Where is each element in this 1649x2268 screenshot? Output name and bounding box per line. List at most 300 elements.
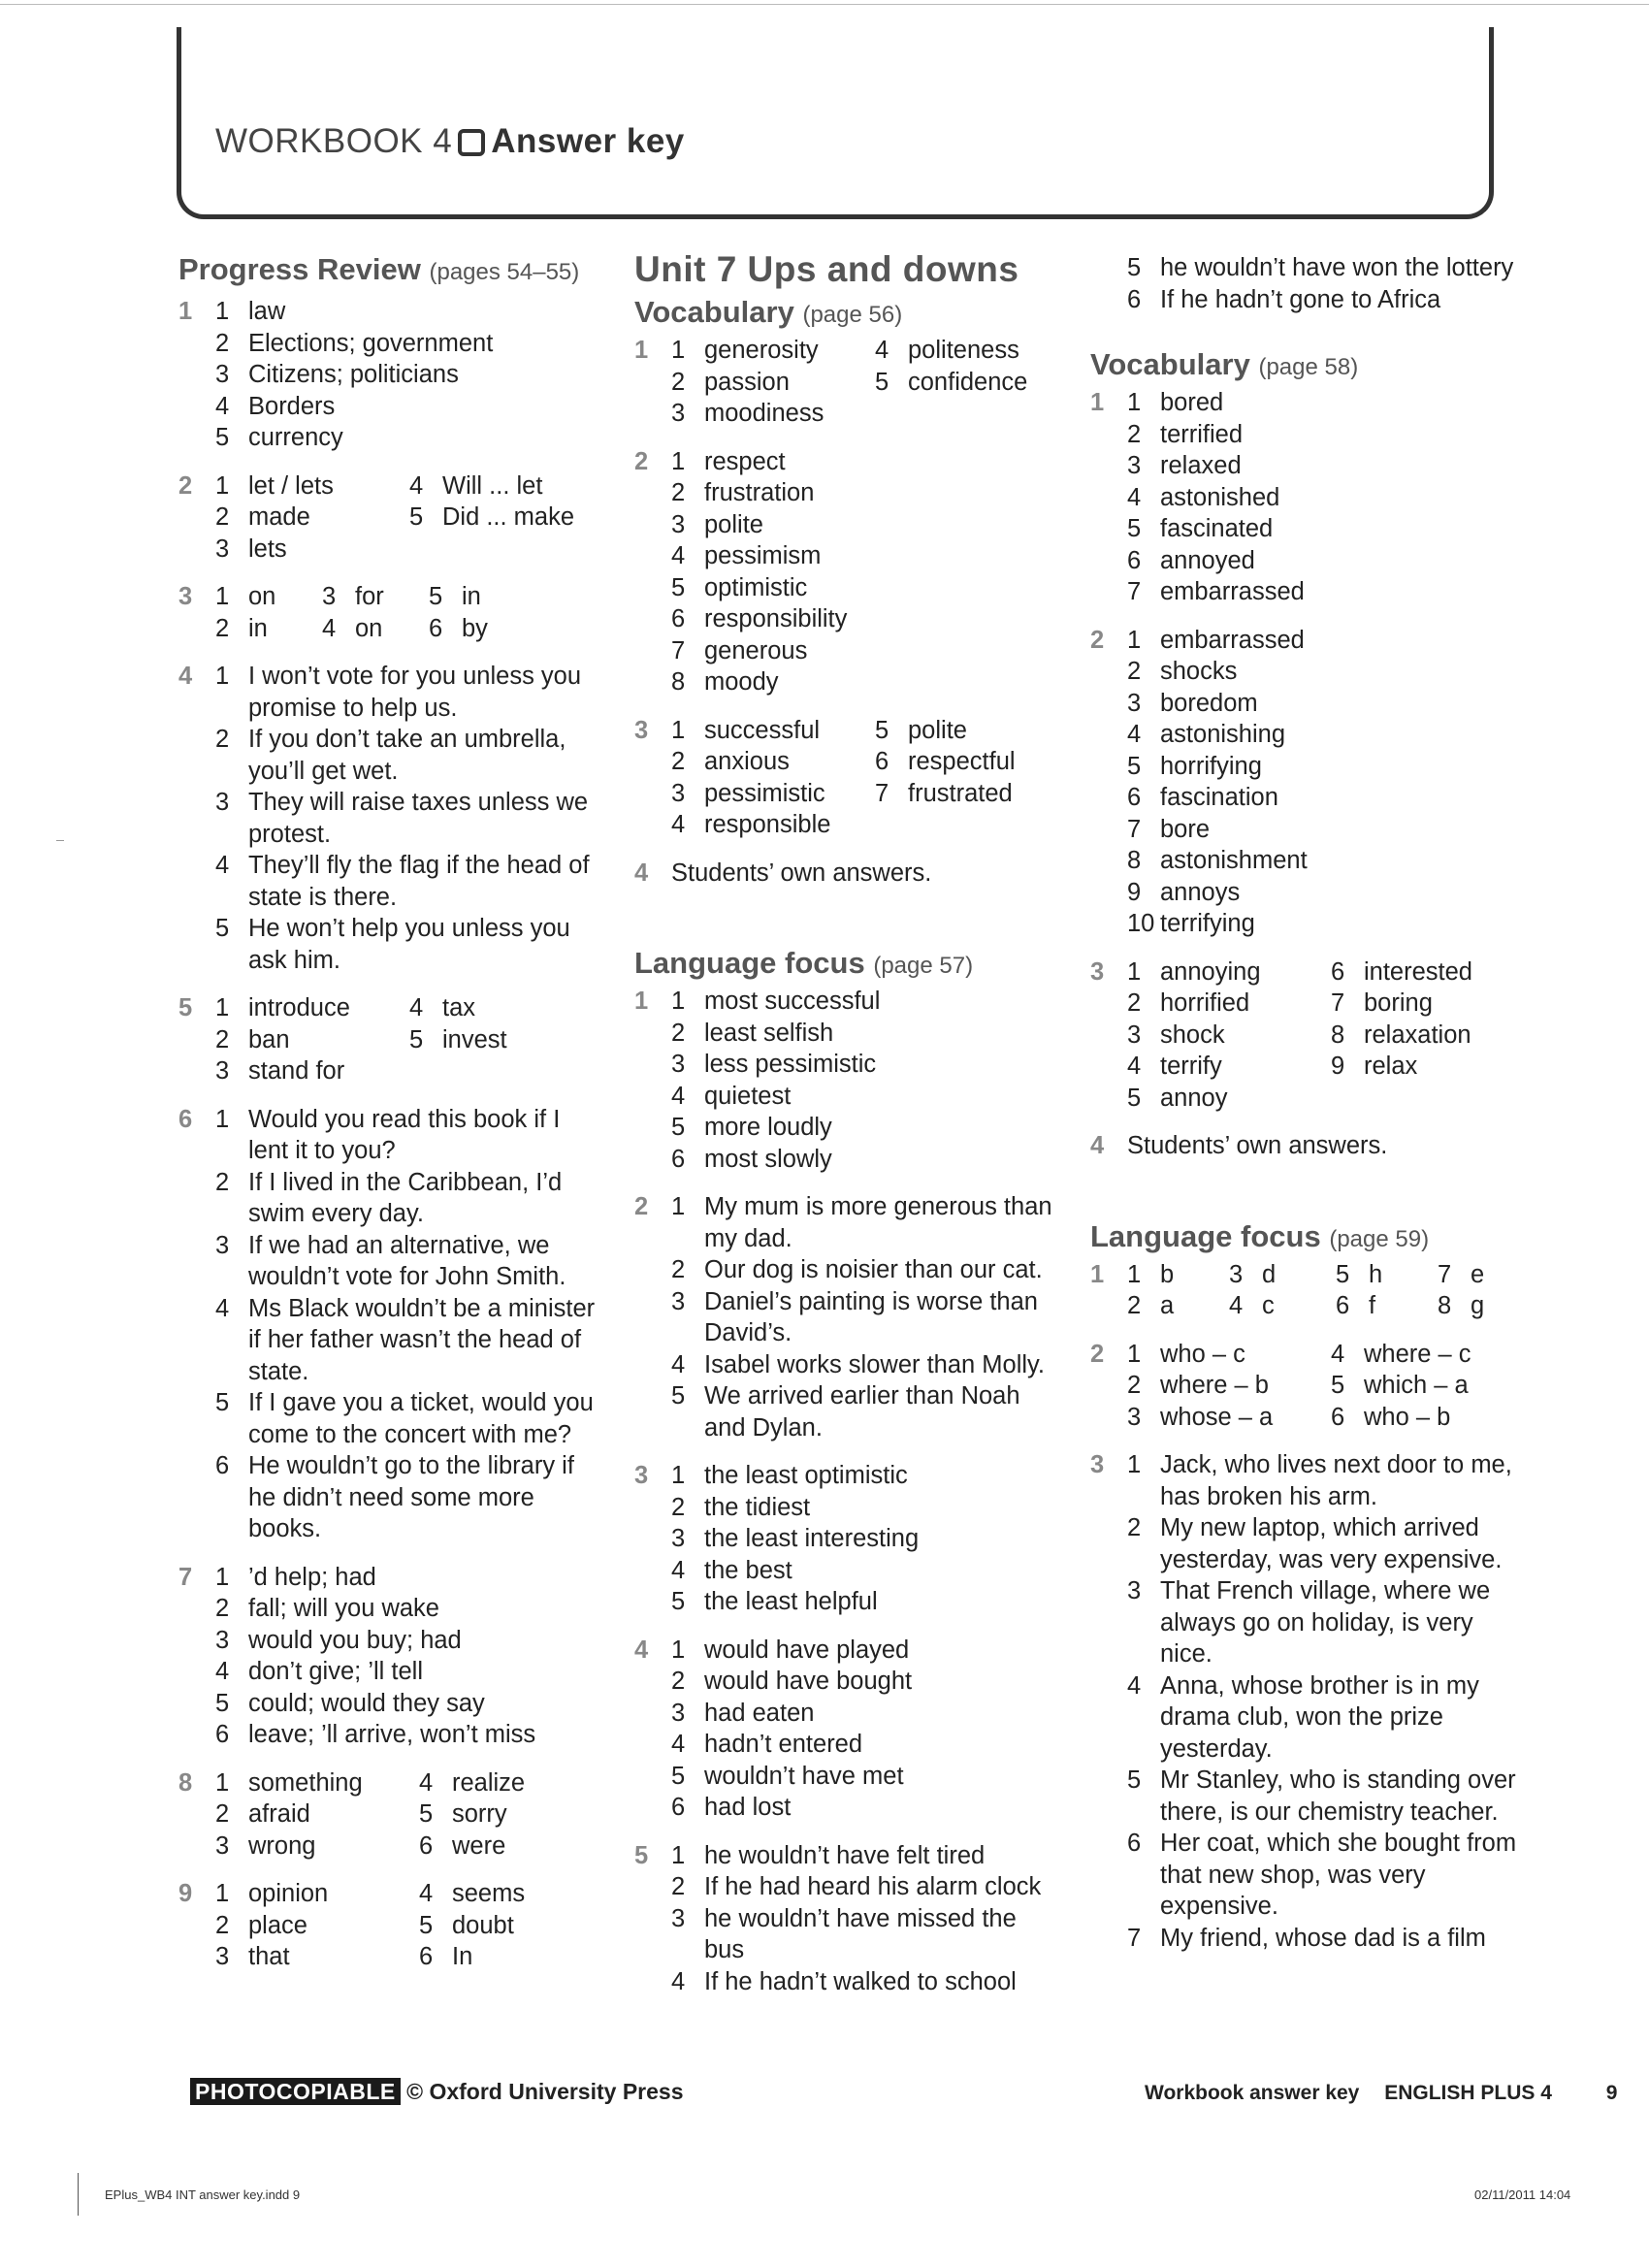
item-number: 5 [215,424,230,451]
exercise-number: 3 [1090,1451,1105,1478]
item-number: 1 [1127,1260,1142,1288]
exercise-number: 2 [178,471,193,500]
answer-column [1229,1259,1336,1322]
answer-item [671,1191,1061,1254]
item-number: 4 [671,542,686,569]
answer-item [1229,1259,1336,1291]
item-number: 8 [1331,1021,1345,1049]
item-answer: less pessimistic [704,1051,877,1078]
answer-item [215,1878,419,1910]
item-number: 6 [215,1721,230,1748]
answer-item [1127,956,1331,988]
item-answer: on [355,614,383,642]
exercise [178,1878,596,1973]
answer-item [671,635,1061,667]
item-number: 4 [1127,1671,1142,1700]
item-answer: My friend, whose dad is a film [1160,1924,1486,1952]
item-answer: that [248,1943,290,1970]
item-number: 3 [322,583,337,610]
answer-item [215,1387,596,1450]
answer-item [1127,625,1517,657]
answer-column [429,581,535,644]
item-number: 6 [429,614,443,642]
item-answer: he wouldn’t have felt tired [704,1841,986,1869]
item-answer: successful [704,716,821,744]
item-answer: annoying [1160,957,1261,986]
item-number: 5 [419,1800,434,1828]
unit-title: Unit 7 Ups and downs [634,250,1019,289]
item-number: 5 [215,1689,230,1717]
answer-item [215,1055,409,1087]
answer-item [215,1024,409,1056]
answer-item [1127,988,1331,1020]
answer-item [429,581,535,613]
section-heading: Vocabulary (page 56) [634,295,903,329]
column-2 [634,250,1061,2025]
item-answer: horrifying [1160,752,1262,780]
item-answer: he wouldn’t have missed the bus [704,1904,1017,1963]
answer-column [875,715,1059,841]
item-answer: shocks [1160,658,1238,685]
item-answer: boring [1364,989,1433,1017]
item-number: 4 [875,337,889,364]
answer-item [671,1840,1061,1872]
answer-item [1127,1575,1517,1670]
answer-item [1127,782,1517,814]
answer-item [215,328,596,360]
answer-item [1127,908,1517,940]
answer-item [1331,1339,1515,1371]
item-number: 6 [215,1452,230,1479]
item-number: 2 [1127,1372,1142,1399]
item-answer: he wouldn’t have won the lottery [1160,254,1514,281]
item-answer: had eaten [704,1699,815,1727]
item-answer: politeness [908,337,1019,364]
item-number: 9 [1127,878,1142,906]
exercise [1090,1339,1517,1434]
item-number: 5 [671,573,686,601]
answer-item [1127,751,1517,783]
item-number: 5 [1127,752,1142,780]
answer-item [671,1144,1061,1176]
item-answer: relaxed [1160,452,1242,479]
item-number: 4 [409,471,424,500]
item-number: 5 [429,583,443,610]
answer-item [671,1492,1061,1524]
exercise [178,470,596,566]
answer-item [671,715,875,747]
item-number: 6 [1127,784,1142,811]
item-answer: law [248,298,286,325]
item-number: 1 [215,298,230,325]
item-number: 8 [1127,847,1142,874]
exercise [634,1840,1061,1998]
item-answer: Elections; government [248,329,494,357]
item-answer: most slowly [704,1145,832,1173]
answer-column [1438,1259,1517,1322]
exercise [178,296,596,454]
answer-item [1336,1290,1438,1322]
exercise [178,992,596,1087]
exercise-number: 2 [634,447,649,475]
exercise [178,1104,596,1545]
answer-item [1127,1259,1229,1291]
answer-item [215,534,409,566]
answer-item [215,850,596,913]
answer-item [1127,1051,1331,1083]
answer-item [409,470,594,502]
exercise-number: 5 [634,1841,649,1869]
item-answer: polite [908,716,967,744]
item-number: 3 [215,361,230,388]
top-rule [0,4,1649,5]
column-3 [1090,252,1517,2027]
answer-column [322,581,429,644]
item-number: 1 [215,583,230,610]
answer-item [671,1286,1061,1349]
item-number: 1 [671,1462,686,1489]
answer-item [419,1798,603,1831]
exercise-number [1090,252,1127,315]
answer-column [1127,956,1331,1115]
answer-item [429,613,535,645]
slug-date: 02/11/2011 14:04 [1474,2187,1571,2202]
item-answer: Citizens; politicians [248,361,459,388]
answer-item [215,1450,596,1545]
item-answer: which – a [1364,1372,1469,1399]
page-title [215,122,685,161]
item-answer: ban [248,1025,290,1053]
item-answer: astonishing [1160,721,1286,748]
answer-column [671,335,875,430]
item-number: 2 [215,1025,230,1053]
item-answer: anxious [704,748,790,775]
answer-column [215,1767,419,1863]
answer-item [215,1625,596,1657]
answer-item [215,1167,596,1230]
item-answer: g [1471,1292,1485,1319]
item-number: 4 [1331,1340,1345,1368]
answer-item [215,1656,596,1688]
item-answer: astonishment [1160,847,1308,874]
answer-item [1438,1259,1517,1291]
answer-column [671,715,875,841]
item-answer: f [1369,1292,1376,1319]
item-answer: a [1160,1292,1175,1319]
answer-item [419,1910,603,1942]
item-number: 3 [671,1699,686,1727]
item-number: 1 [215,1105,230,1133]
item-answer: more loudly [704,1114,832,1141]
item-answer: whose – a [1160,1403,1274,1431]
answer-item [1331,956,1515,988]
item-answer: If you don’t take an umbrella, you’ll get wet. [248,726,566,785]
answer-item [671,572,1061,604]
item-answer: relaxation [1364,1021,1471,1049]
item-answer: least selfish [704,1019,834,1047]
answer-item [1331,1051,1515,1083]
item-number: 7 [1127,815,1142,843]
scan-mark [56,840,64,841]
item-number: 1 [215,1768,230,1797]
item-number: 2 [671,1256,686,1283]
item-answer: leave; ’ll arrive, won’t miss [248,1721,536,1748]
item-number: 7 [1127,578,1142,605]
answer-item [1127,387,1517,419]
answer-item [215,1798,419,1831]
exercise [178,1767,596,1863]
exercise [1090,387,1517,608]
item-answer: He wouldn’t go to the library if he didn’t need some more books. [248,1452,574,1542]
item-number: 2 [671,1873,686,1900]
item-number: 6 [671,1145,686,1173]
item-answer: where – c [1364,1340,1471,1368]
item-answer: h [1369,1260,1383,1288]
item-number: 2 [215,1911,230,1939]
item-number: 1 [1127,1340,1142,1368]
item-number: 4 [671,811,686,838]
item-number: 5 [671,1114,686,1141]
item-number: 8 [1438,1292,1452,1319]
exercise [1090,625,1517,940]
item-answer: fascination [1160,784,1278,811]
item-number: 3 [671,1051,686,1078]
exercise-number: 1 [634,337,649,364]
item-number: 5 [419,1911,434,1939]
exercise-number: 3 [1090,957,1105,986]
answer-item [215,787,596,850]
answer-item [671,1254,1061,1286]
item-number: 4 [215,1658,230,1685]
item-answer: responsibility [704,605,848,632]
item-number: 5 [1336,1260,1350,1288]
item-answer: d [1262,1260,1277,1288]
answer-item [671,1018,1061,1050]
exercise [1090,956,1517,1115]
answer-column [419,1878,603,1973]
item-answer: In [452,1943,473,1970]
item-number: 4 [215,1294,230,1322]
answer-column [1331,1339,1515,1434]
item-number: 1 [671,337,686,364]
item-answer: My mum is more generous than my dad. [704,1193,1052,1252]
item-answer: relax [1364,1053,1418,1080]
answer-item [671,1698,1061,1730]
item-number: 7 [1438,1260,1452,1288]
item-answer: Ms Black wouldn’t be a minister if her father wasn’t the head of state. [248,1294,596,1385]
item-answer: Our dog is noisier than our cat. [704,1256,1043,1283]
answer-item [1331,988,1515,1020]
exercise-number: 4 [178,663,193,690]
exercise [1090,252,1517,315]
item-answer: terrifying [1160,910,1255,937]
answer-column [419,1767,603,1863]
item-number: 1 [671,447,686,475]
item-number: 3 [1229,1260,1244,1288]
item-answer: If we had an alternative, we wouldn’t vote for John Smith. [248,1231,566,1290]
item-answer: e [1471,1260,1485,1288]
section-heading: Progress Review (pages 54–55) [178,252,580,286]
answer-item [215,661,596,724]
item-number: 6 [1127,1830,1142,1857]
item-number: 2 [215,1595,230,1622]
answer-column [1127,1339,1331,1434]
exercise [178,661,596,976]
item-number: 7 [875,779,889,807]
answer-item [671,477,1061,509]
answer-item [1127,1339,1331,1371]
answer-item [671,1460,1061,1492]
answer-column [1331,956,1515,1115]
exercise: 4 Students’ own answers. [1090,1132,1388,1159]
item-number: 1 [671,988,686,1015]
answer-item [671,746,875,778]
item-answer: the best [704,1556,792,1584]
item-answer: polite [704,510,763,538]
answer-item [1127,814,1517,846]
item-number: 1 [671,716,686,744]
item-number: 3 [671,400,686,427]
answer-item [215,1230,596,1293]
item-number: 2 [1127,1514,1142,1541]
item-answer: Anna, whose brother is in my drama club, won the prize yesterday. [1160,1671,1479,1763]
item-answer: the tidiest [704,1493,811,1521]
item-answer: boredom [1160,689,1258,717]
item-number: 6 [875,748,889,775]
item-answer: would have bought [704,1668,913,1695]
item-answer: Her coat, which she bought from that new shop, was very expensive. [1160,1830,1517,1920]
item-number: 9 [1331,1053,1345,1080]
item-number: 4 [1127,483,1142,511]
item-answer: pessimistic [704,779,825,807]
item-number: 1 [215,663,230,690]
item-number: 6 [419,1831,434,1860]
answer-item [215,581,322,613]
photocopiable-badge: PHOTOCOPIABLE [190,2078,401,2105]
answer-item [322,581,429,613]
item-answer: terrify [1160,1053,1222,1080]
item-answer: realize [452,1768,526,1797]
answer-item [671,1666,1061,1698]
item-answer: moody [704,668,779,696]
item-number: 5 [409,1025,424,1053]
answer-item [1127,284,1517,316]
item-answer: respectful [908,748,1016,775]
answer-column [1127,1259,1229,1322]
answer-item [1127,545,1517,577]
item-number: 2 [1127,658,1142,685]
item-answer: Mr Stanley, who is standing over there, is our chemistry teacher. [1160,1766,1516,1826]
item-number: 4 [419,1768,434,1797]
item-answer: tax [442,994,476,1021]
item-number: 10 [1127,910,1155,937]
item-number: 2 [215,329,230,357]
answer-item [671,603,1061,635]
answer-item [671,778,875,810]
answer-item [1331,1402,1515,1434]
answer-column [215,581,322,644]
item-answer: wouldn’t have met [704,1762,904,1790]
item-number: 5 [1127,515,1142,542]
item-answer: annoys [1160,878,1241,906]
item-answer: generosity [704,337,819,364]
exercise-number: 9 [178,1880,193,1907]
item-answer: optimistic [704,573,808,601]
answer-item [215,359,596,391]
slug-file: EPlus_WB4 INT answer key.indd 9 [105,2187,301,2202]
item-number: 5 [1127,1084,1142,1112]
item-number: 3 [1127,689,1142,717]
item-number: 6 [671,1794,686,1821]
exercise [634,335,1061,430]
answer-item [671,1761,1061,1793]
title-suffix: Answer key [491,122,685,160]
item-number: 5 [671,1762,686,1790]
exercise [634,1460,1061,1618]
item-number: 5 [1331,1372,1345,1399]
item-answer: could; would they say [248,1689,485,1717]
item-number: 5 [215,1389,230,1416]
answer-item [1331,1020,1515,1052]
item-number: 1 [671,1193,686,1220]
item-number: 8 [671,668,686,696]
item-number: 2 [1127,420,1142,448]
item-answer: passion [704,368,790,396]
exercise-number: 1 [634,988,649,1015]
item-answer: stand for [248,1057,345,1085]
exercise-number: 2 [1090,626,1105,654]
item-answer: shock [1160,1021,1225,1049]
answer-item [671,1523,1061,1555]
exercise [1090,1259,1517,1322]
item-answer: would have played [704,1636,910,1664]
footer-publisher [190,2079,684,2105]
answer-item [875,778,1059,810]
answer-item [1127,482,1517,514]
item-answer: the least helpful [704,1588,878,1615]
item-number: 6 [671,605,686,632]
item-number: 2 [671,1019,686,1047]
item-number: 6 [1336,1292,1350,1319]
answer-item [671,1792,1061,1824]
answer-item [419,1767,603,1799]
item-answer: We arrived earlier than Noah and Dylan. [704,1382,1020,1442]
answer-item [215,1104,596,1167]
answer-item [671,1635,1061,1667]
answer-item [419,1831,603,1863]
item-answer: Jack, who lives next door to me, has broken his arm. [1160,1451,1512,1510]
answer-item [215,296,596,328]
item-number: 3 [215,535,230,563]
item-number: 1 [671,1841,686,1869]
answer-item [671,1081,1061,1113]
item-answer: If I gave you a ticket, would you come to the concert with me? [248,1389,594,1448]
item-number: 4 [671,1556,686,1584]
item-number: 2 [671,748,686,775]
exercise-number: 2 [634,1193,649,1220]
item-answer: most successful [704,988,881,1015]
exercise-number: 3 [178,583,193,610]
answer-item [1127,1290,1229,1322]
item-answer: Will ... let [442,471,543,500]
item-answer: annoyed [1160,546,1255,574]
exercise [178,581,596,644]
answer-item [671,509,1061,541]
item-answer: I won’t vote for you unless you promise to help us. [248,663,582,722]
answer-item [215,502,409,534]
answer-column [215,992,409,1087]
answer-item [671,1380,1061,1443]
